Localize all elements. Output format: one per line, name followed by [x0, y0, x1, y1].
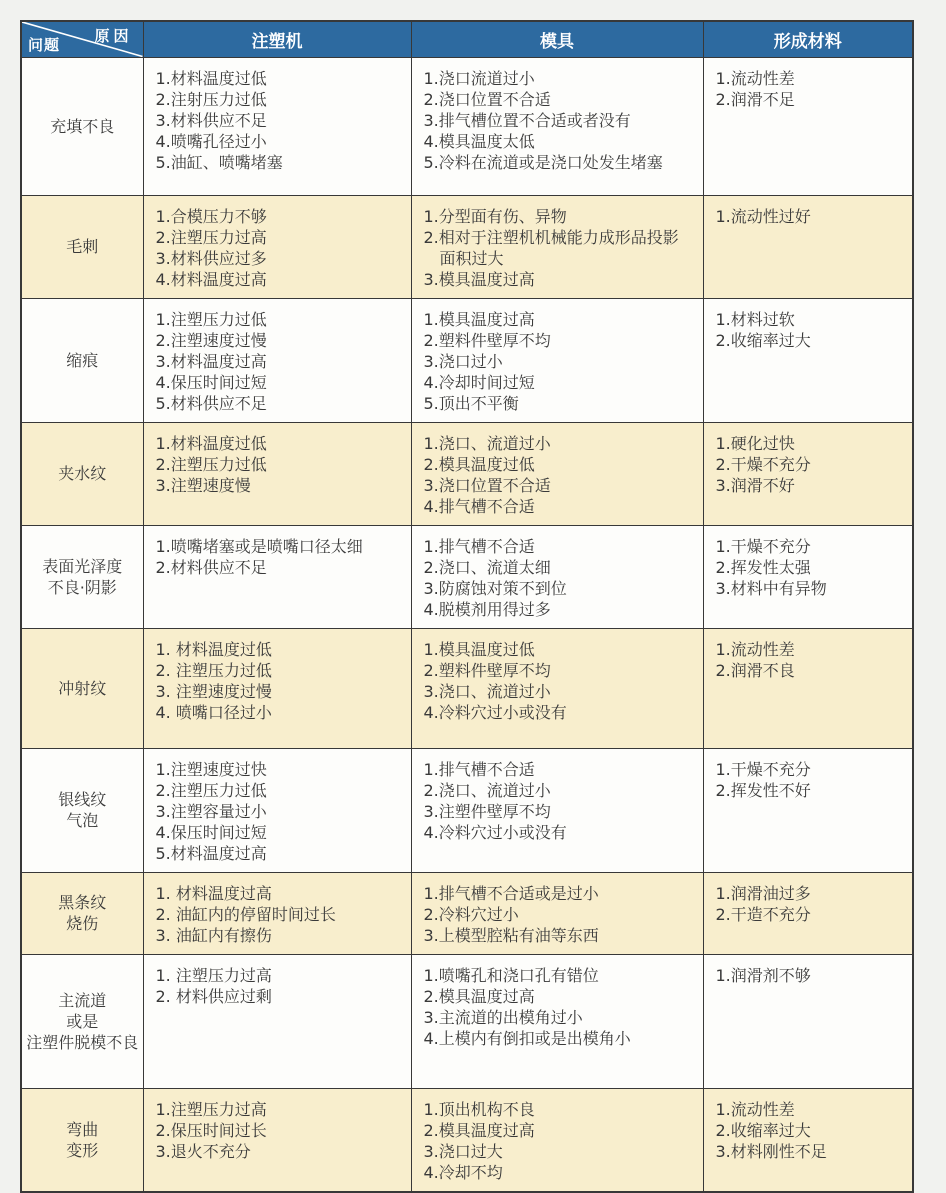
- cause-item: 2.注塑压力过低: [155, 780, 267, 800]
- cause-item: 1.顶出机构不良: [423, 1099, 535, 1119]
- machine-cell: [143, 298, 411, 422]
- cause-item: 1.干燥不充分: [715, 759, 811, 779]
- cause-item: 3.润滑不好: [715, 475, 795, 495]
- problem-cell: [21, 195, 143, 298]
- corner-cause-label: 原因: [94, 27, 133, 45]
- cause-item: 3.主流道的出模角过小: [423, 1007, 583, 1027]
- cause-item: 2.收缩率过大: [715, 330, 811, 350]
- cause-item: 1.材料温度过低: [155, 68, 267, 88]
- problem-label: 不良·阴影: [47, 577, 117, 597]
- mold-cell: [411, 628, 703, 748]
- mold-cell: [411, 57, 703, 195]
- cause-item: 2.模具温度过低: [423, 454, 535, 474]
- cause-item: 1.流动性差: [715, 1099, 795, 1119]
- cause-item: 面积过大: [423, 248, 504, 268]
- problem-label: 烧伤: [66, 914, 99, 933]
- cause-item: 4.冷料穴过小或没有: [423, 822, 567, 842]
- cause-item: 3.模具温度过高: [423, 269, 535, 289]
- cause-item: 1.分型面有伤、异物: [423, 206, 567, 226]
- column-header-mold: 模具: [411, 21, 703, 57]
- problem-cell: [21, 525, 143, 628]
- cause-item: 3.注塑容量过小: [155, 801, 267, 821]
- cause-item: 4.模具温度太低: [423, 131, 535, 151]
- mold-cell: [411, 422, 703, 525]
- mold-cell: [411, 872, 703, 954]
- cause-item: 1.润滑油过多: [715, 883, 811, 903]
- header-row: [21, 21, 913, 57]
- cause-item: 4.保压时间过短: [155, 372, 267, 392]
- cause-item: 5.材料供应不足: [155, 393, 267, 413]
- cause-item: 1.排气槽不合适或是过小: [423, 883, 599, 903]
- cause-item: 1.喷嘴孔和浇口孔有错位: [423, 965, 599, 985]
- machine-cell: [143, 954, 411, 1088]
- cause-item: 1.排气槽不合适: [423, 759, 535, 779]
- cause-item: 1.流动性过好: [715, 206, 811, 226]
- problem-cell: [21, 954, 143, 1088]
- cause-item: 5.材料温度过高: [155, 843, 267, 863]
- cause-item: 2.冷料穴过小: [423, 904, 519, 924]
- cause-item: 3. 油缸内有擦伤: [155, 925, 272, 945]
- problem-cell: [21, 628, 143, 748]
- cause-item: 2.收缩率过大: [715, 1120, 811, 1140]
- cause-item: 1.喷嘴堵塞或是喷嘴口径太细: [155, 536, 363, 556]
- material-cell: [703, 195, 913, 298]
- cause-item: 3.浇口过大: [423, 1141, 503, 1161]
- problem-label: 冲射纹: [58, 678, 107, 698]
- cause-item: 1. 材料温度过低: [155, 639, 272, 659]
- cause-item: 2. 材料供应过剩: [155, 986, 272, 1006]
- cause-item: 1.注塑压力过低: [155, 309, 267, 329]
- problem-label: 表面光泽度: [42, 556, 123, 576]
- table-row: [21, 872, 913, 954]
- problem-label: 黑条纹: [58, 893, 107, 912]
- mold-cell: [411, 1088, 703, 1192]
- cause-item: 3.排气槽位置不合适或者没有: [423, 110, 631, 130]
- material-cell: [703, 954, 913, 1088]
- problem-label: 银线纹: [58, 790, 107, 809]
- cause-item: 3.上模型腔粘有油等东西: [423, 925, 599, 945]
- cause-item: 2.干燥不充分: [715, 454, 811, 474]
- problem-label: 充填不良: [50, 116, 115, 136]
- problem-label: 注塑件脱模不良: [26, 1032, 139, 1052]
- cause-item: 4.喷嘴孔径过小: [155, 131, 267, 151]
- material-cell: [703, 628, 913, 748]
- cause-item: 2.干造不充分: [715, 904, 811, 924]
- cause-item: 5.油缸、喷嘴堵塞: [155, 152, 283, 172]
- cause-item: 3.材料供应过多: [155, 248, 267, 268]
- cause-item: 1.材料温度过低: [155, 433, 267, 453]
- problem-cell: [21, 298, 143, 422]
- column-header-material: 形成材料: [703, 21, 913, 57]
- machine-cell: [143, 872, 411, 954]
- cause-item: 1.材料过软: [715, 309, 795, 329]
- cause-item: 2. 注塑压力过低: [155, 660, 272, 680]
- table-row: [21, 422, 913, 525]
- cause-item: 1. 材料温度过高: [155, 883, 272, 903]
- cause-item: 2. 油缸内的停留时间过长: [155, 904, 336, 924]
- problem-cell: [21, 1088, 143, 1192]
- cause-item: 4.冷料穴过小或没有: [423, 702, 567, 722]
- cause-item: 2.塑料件壁厚不均: [423, 330, 551, 350]
- cause-item: 2.注射压力过低: [155, 89, 267, 109]
- cause-item: 1.合模压力不够: [155, 206, 267, 226]
- cause-item: 4.排气槽不合适: [423, 496, 535, 516]
- cause-item: 2.润滑不足: [715, 89, 795, 109]
- table-body: [21, 57, 913, 1192]
- cause-item: 4.脱模剂用得过多: [423, 599, 551, 619]
- mold-cell: [411, 748, 703, 872]
- cause-item: 2.模具温度过高: [423, 986, 535, 1006]
- table-row: [21, 57, 913, 195]
- material-cell: [703, 57, 913, 195]
- material-cell: [703, 872, 913, 954]
- problem-label: 夹水纹: [58, 464, 107, 483]
- problem-cell: [21, 748, 143, 872]
- cause-item: 3.注塑件壁厚不均: [423, 801, 551, 821]
- problem-label: 弯曲: [66, 1119, 99, 1139]
- cause-item: 2.注塑压力过低: [155, 454, 267, 474]
- cause-item: 2.模具温度过高: [423, 1120, 535, 1140]
- problem-label: 气泡: [66, 811, 99, 830]
- cause-item: 2.挥发性不好: [715, 780, 811, 800]
- cause-item: 1.模具温度过低: [423, 639, 535, 659]
- cause-item: 2.挥发性太强: [715, 557, 811, 577]
- cause-item: 1.注塑压力过高: [155, 1099, 267, 1119]
- problem-label: 主流道: [58, 990, 107, 1010]
- cause-item: 3.注塑速度慢: [155, 475, 251, 495]
- cause-item: 2.注塑压力过高: [155, 227, 267, 247]
- defect-cause-table: [20, 20, 914, 1193]
- cause-item: 1. 注塑压力过高: [155, 965, 272, 985]
- material-cell: [703, 422, 913, 525]
- cause-item: 1.流动性差: [715, 639, 795, 659]
- cause-item: 3.浇口过小: [423, 351, 503, 371]
- column-header-machine: 注塑机: [143, 21, 411, 57]
- cause-item: 1.润滑剂不够: [715, 965, 811, 985]
- cause-item: 1.干燥不充分: [715, 536, 811, 556]
- cause-item: 1.硬化过快: [715, 433, 795, 453]
- cause-item: 5.顶出不平衡: [423, 393, 519, 413]
- cause-item: 4.冷却时间过短: [423, 372, 535, 392]
- problem-cell: [21, 872, 143, 954]
- cause-item: 2.材料供应不足: [155, 557, 267, 577]
- material-cell: [703, 298, 913, 422]
- problem-label: 变形: [66, 1140, 99, 1160]
- table-header: [21, 21, 913, 57]
- material-cell: [703, 748, 913, 872]
- cause-item: 3.材料供应不足: [155, 110, 267, 130]
- cause-item: 2.浇口、流道太细: [423, 557, 551, 577]
- table-row: [21, 748, 913, 872]
- cause-item: 2.相对于注塑机机械能力成形品投影: [423, 227, 679, 247]
- machine-cell: [143, 1088, 411, 1192]
- cause-item: 3.防腐蚀对策不到位: [423, 578, 567, 598]
- machine-cell: [143, 422, 411, 525]
- cause-item: 3.浇口、流道过小: [423, 681, 551, 701]
- cause-item: 1.注塑速度过快: [155, 759, 267, 779]
- cause-item: 4.材料温度过高: [155, 269, 267, 289]
- cause-item: 2.浇口位置不合适: [423, 89, 551, 109]
- problem-cell: [21, 422, 143, 525]
- cause-item: 1.浇口流道过小: [423, 68, 535, 88]
- cause-item: 5.冷料在流道或是浇口处发生堵塞: [423, 152, 663, 172]
- machine-cell: [143, 748, 411, 872]
- cause-item: 4.冷却不均: [423, 1162, 503, 1182]
- table-row: [21, 628, 913, 748]
- cause-item: 3.材料中有异物: [715, 578, 827, 598]
- table-row: [21, 525, 913, 628]
- cause-item: 1.模具温度过高: [423, 309, 535, 329]
- cause-item: 1.排气槽不合适: [423, 536, 535, 556]
- table-row: [21, 954, 913, 1088]
- corner-cell: [21, 21, 143, 57]
- cause-item: 3. 注塑速度过慢: [155, 681, 272, 701]
- problem-label: 缩痕: [66, 350, 99, 370]
- cause-item: 4.保压时间过短: [155, 822, 267, 842]
- cause-item: 1.浇口、流道过小: [423, 433, 551, 453]
- machine-cell: [143, 57, 411, 195]
- machine-cell: [143, 525, 411, 628]
- cause-item: 4. 喷嘴口径过小: [155, 702, 272, 722]
- table-row: [21, 1088, 913, 1192]
- cause-item: 3.退火不充分: [155, 1141, 251, 1161]
- cause-item: 4.上模内有倒扣或是出模角小: [423, 1028, 631, 1048]
- cause-item: 3.材料刚性不足: [715, 1141, 827, 1161]
- table-row: [21, 195, 913, 298]
- problem-label: 毛刺: [66, 237, 99, 256]
- problem-label: 或是: [66, 1011, 99, 1031]
- problem-cell: [21, 57, 143, 195]
- material-cell: [703, 525, 913, 628]
- cause-item: 2.保压时间过长: [155, 1120, 267, 1140]
- machine-cell: [143, 628, 411, 748]
- mold-cell: [411, 298, 703, 422]
- mold-cell: [411, 954, 703, 1088]
- table-row: [21, 298, 913, 422]
- defect-cause-table-wrap: [20, 20, 912, 1193]
- cause-item: 2.浇口、流道过小: [423, 780, 551, 800]
- cause-item: 3.材料温度过高: [155, 351, 267, 371]
- mold-cell: [411, 525, 703, 628]
- cause-item: 2.塑料件壁厚不均: [423, 660, 551, 680]
- cause-item: 3.浇口位置不合适: [423, 475, 551, 495]
- material-cell: [703, 1088, 913, 1192]
- machine-cell: [143, 195, 411, 298]
- cause-item: 2.注塑速度过慢: [155, 330, 267, 350]
- cause-item: 1.流动性差: [715, 68, 795, 88]
- mold-cell: [411, 195, 703, 298]
- corner-problem-label: 问题: [28, 35, 61, 54]
- cause-item: 2.润滑不良: [715, 660, 795, 680]
